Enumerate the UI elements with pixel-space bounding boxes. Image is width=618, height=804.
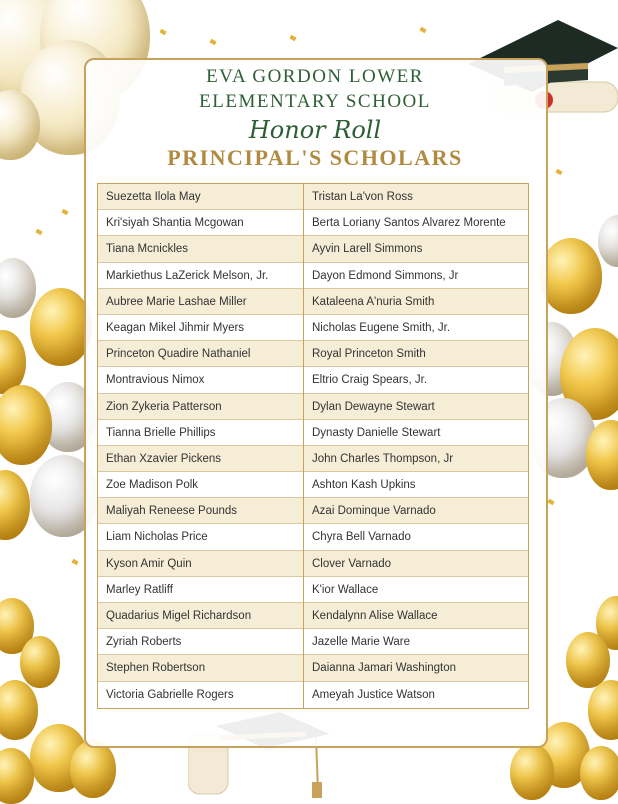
balloon-icon bbox=[70, 740, 116, 798]
confetti-icon bbox=[159, 29, 166, 35]
balloon-icon bbox=[580, 746, 618, 800]
name-row: Quadarius Migel Richardson bbox=[98, 603, 322, 629]
name-row: Eltrio Craig Spears, Jr. bbox=[304, 367, 528, 393]
honor-roll-title: Honor Roll bbox=[248, 116, 382, 144]
confetti-icon bbox=[61, 209, 68, 215]
balloon-icon bbox=[30, 288, 92, 366]
confetti-icon bbox=[71, 559, 78, 565]
name-row: Jazelle Marie Ware bbox=[304, 629, 528, 655]
name-row: K'ior Wallace bbox=[304, 577, 528, 603]
balloon-icon bbox=[0, 748, 34, 804]
confetti-icon bbox=[419, 27, 426, 33]
confetti-icon bbox=[547, 499, 554, 505]
name-row: Dylan Dewayne Stewart bbox=[304, 394, 528, 420]
name-row: John Charles Thompson, Jr bbox=[304, 446, 528, 472]
confetti-icon bbox=[209, 39, 216, 45]
name-row: Victoria Gabrielle Rogers bbox=[106, 688, 234, 701]
names-column-right bbox=[303, 183, 529, 709]
name-row: Azai Dominque Varnado bbox=[304, 498, 528, 524]
confetti-icon bbox=[289, 35, 296, 41]
name-row: Markiethus LaZerick Melson, Jr. bbox=[98, 263, 322, 289]
name-row: Tianna Brielle Phillips bbox=[98, 420, 322, 446]
school-name-line1: EVA GORDON LOWER bbox=[206, 66, 424, 87]
balloon-icon bbox=[0, 258, 36, 318]
name-row: Zoe Madison Polk bbox=[98, 472, 322, 498]
name-row: Dayon Edmond Simmons, Jr bbox=[304, 263, 528, 289]
name-row: Royal Princeton Smith bbox=[304, 341, 528, 367]
name-row: Liam Nicholas Price bbox=[98, 524, 322, 550]
school-name-line2: ELEMENTARY SCHOOL bbox=[199, 91, 431, 112]
balloon-icon bbox=[588, 680, 618, 740]
name-row: Clover Varnado bbox=[304, 551, 528, 577]
name-row: Tristan La'von Ross bbox=[304, 184, 528, 210]
balloon-icon bbox=[510, 744, 554, 800]
name-row: Aubree Marie Lashae Miller bbox=[98, 289, 322, 315]
balloon-icon bbox=[566, 632, 610, 688]
name-row: Keagan Mikel Jihmir Myers bbox=[98, 315, 322, 341]
name-row: Ashton Kash Upkins bbox=[304, 472, 528, 498]
name-row: Kendalynn Alise Wallace bbox=[304, 603, 528, 629]
name-row: Nicholas Eugene Smith, Jr. bbox=[304, 315, 528, 341]
page-heading bbox=[84, 64, 546, 172]
balloon-icon bbox=[598, 215, 618, 267]
name-row: Suezetta Ilola May bbox=[98, 184, 322, 210]
name-row: Ayvin Larell Simmons bbox=[304, 236, 528, 262]
names-column-left bbox=[97, 183, 323, 709]
name-row: Ameyah Justice Watson bbox=[312, 688, 435, 701]
balloon-icon bbox=[0, 680, 38, 740]
name-row: Stephen Robertson bbox=[98, 655, 322, 681]
name-row: Daianna Jamari Washington bbox=[304, 655, 528, 681]
name-row: Kyson Amir Quin bbox=[98, 551, 322, 577]
name-row: Zion Zykeria Patterson bbox=[98, 394, 322, 420]
balloon-icon bbox=[0, 470, 30, 540]
name-row: Tiana Mcnickles bbox=[98, 236, 322, 262]
balloon-icon bbox=[540, 238, 602, 314]
name-row: Marley Ratliff bbox=[98, 577, 322, 603]
name-row: Zyriah Roberts bbox=[98, 629, 322, 655]
balloon-icon bbox=[20, 636, 60, 688]
name-row: Kri'siyah Shantia Mcgowan bbox=[98, 210, 322, 236]
name-row: Maliyah Reneese Pounds bbox=[98, 498, 322, 524]
name-row: Dynasty Danielle Stewart bbox=[304, 420, 528, 446]
name-row: Kataleena A'nuria Smith bbox=[304, 289, 528, 315]
confetti-icon bbox=[555, 169, 562, 175]
name-row: Montravious Nimox bbox=[98, 367, 322, 393]
name-row: Chyra Bell Varnado bbox=[304, 524, 528, 550]
name-row: Ethan Xzavier Pickens bbox=[98, 446, 322, 472]
confetti-icon bbox=[35, 229, 42, 235]
principals-scholars-title: PRINCIPAL'S SCHOLARS bbox=[167, 145, 463, 170]
name-row: Princeton Quadire Nathaniel bbox=[98, 341, 322, 367]
name-row: Berta Loriany Santos Alvarez Morente bbox=[304, 210, 528, 236]
